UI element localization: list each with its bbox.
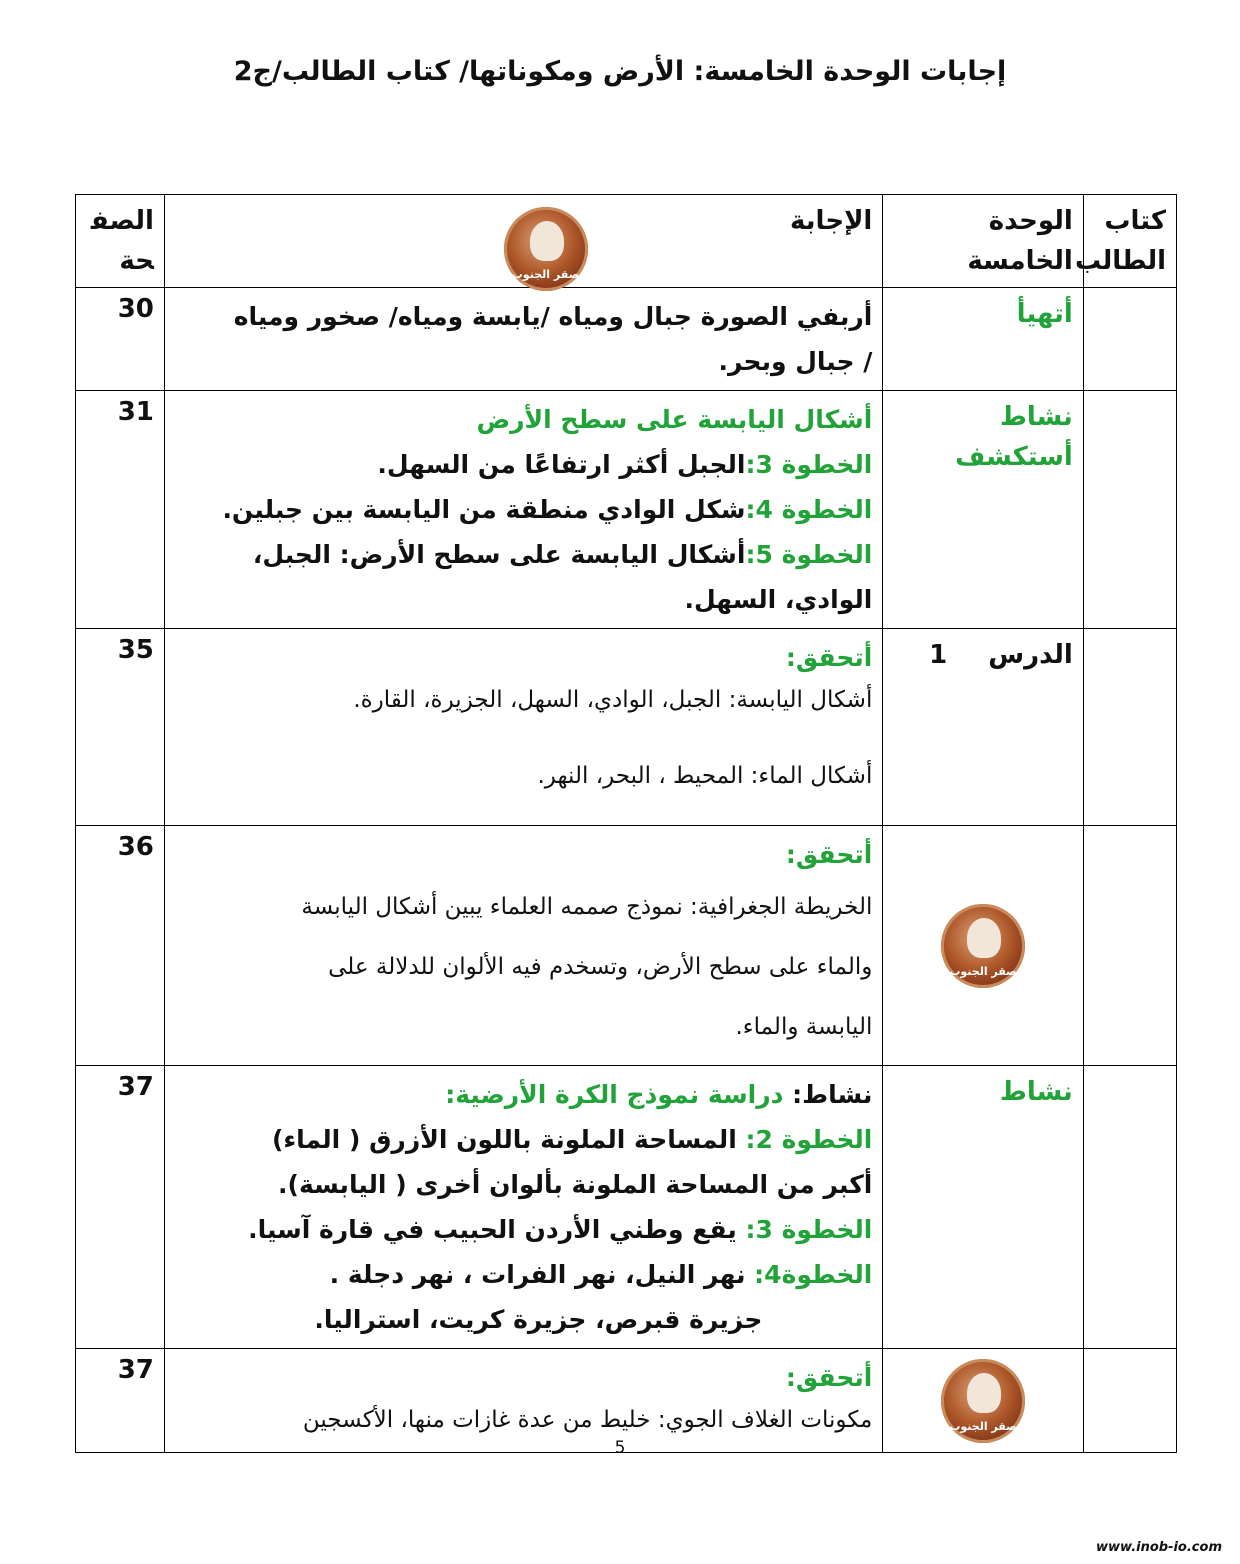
heading-label: نشاط: (792, 1080, 873, 1109)
book-cell (1083, 629, 1176, 826)
header-answer-label: الإجابة (790, 206, 873, 236)
answers-table (75, 194, 1177, 1453)
step-line (175, 442, 872, 487)
table-row (76, 826, 1177, 1066)
step-text: يقع وطني الأردن الحبيب في قارة آسيا. (248, 1215, 746, 1244)
logo-text: صقر الجنوب (949, 1419, 1017, 1433)
page-cell: 36 (76, 826, 165, 1066)
book-cell (1083, 391, 1176, 629)
answer-heading: أتحقق: (785, 1363, 873, 1392)
step-label: الخطوة 3: (745, 1215, 873, 1244)
site-url: www.inob-io.com (1096, 1540, 1222, 1555)
answer-line: الخريطة الجغرافية: نموذج صممه العلماء يبين أشكال اليابسة (301, 894, 873, 920)
logo-header (504, 207, 588, 291)
step-line (175, 1117, 872, 1162)
answer-cell (164, 826, 882, 1066)
logo-image (941, 1359, 1025, 1443)
answer-line: مكونات الغلاف الجوي: خليط من عدة غازات منها، الأكسجين (302, 1407, 873, 1433)
step-text: نهر النيل، نهر الفرات ، نهر دجلة . (329, 1260, 755, 1289)
answer-heading: أشكال اليابسة على سطح الأرض (476, 405, 873, 434)
header-answer (164, 195, 882, 288)
answer-line: / جبال وبحر. (718, 347, 873, 376)
table-row (76, 1349, 1177, 1453)
answer-heading: أتحقق: (785, 840, 873, 869)
table-row (76, 288, 1177, 391)
header-unit: الوحدة الخامسة (883, 195, 1083, 288)
step-line (175, 1207, 872, 1252)
step-continuation: جزيرة قبرص، جزيرة كريت، استراليا. (314, 1305, 763, 1334)
page-cell: 30 (76, 288, 165, 391)
step-label: الخطوة4: (754, 1260, 873, 1289)
step-line (175, 1162, 872, 1207)
unit-cell: نشاط أستكشف (883, 391, 1083, 629)
heading-text: دراسة نموذج الكرة الأرضية: (445, 1080, 793, 1109)
answer-line: والماء على سطح الأرض، وتسخدم فيه الألوان للدلالة على (328, 954, 873, 980)
step-text: الجبل أكثر ارتفاعًا من السهل. (377, 450, 746, 479)
page-cell: 37 (76, 1066, 165, 1349)
step-line (175, 1252, 872, 1297)
step-line (175, 487, 872, 532)
step-label: الخطوة 5: (745, 540, 873, 569)
book-cell (1083, 826, 1176, 1066)
lesson-label: الدرس (988, 640, 1073, 670)
logo-text: صقر الجنوب (511, 267, 580, 281)
unit-cell: نشاط (883, 1066, 1083, 1349)
unit-cell (883, 629, 1083, 826)
page-cell: 31 (76, 391, 165, 629)
unit-cell (883, 826, 1083, 1066)
answer-cell (164, 1066, 882, 1349)
answer-line: أشكال الماء: المحيط ، البحر، النهر. (537, 763, 873, 789)
step-text: أكبر من المساحة الملونة بألوان أخرى ( اليابسة). (278, 1170, 873, 1199)
answer-heading: أتحقق: (785, 643, 873, 672)
page-number: 5 (614, 1438, 626, 1458)
step-label: الخطوة 3: (745, 450, 873, 479)
page-cell: 37 (76, 1349, 165, 1453)
falcon-icon (530, 221, 564, 261)
falcon-icon (967, 1373, 1001, 1413)
answer-cell (164, 1349, 882, 1453)
table-row (76, 1066, 1177, 1349)
logo-text: صقر الجنوب (949, 964, 1017, 978)
falcon-icon (967, 918, 1001, 958)
answer-line: اليابسة والماء. (735, 1014, 873, 1040)
table-row (76, 391, 1177, 629)
step-text: أشكال اليابسة على سطح الأرض: الجبل، (252, 540, 746, 569)
step-line (175, 532, 872, 577)
answer-cell (164, 288, 882, 391)
unit-cell: أتهيأ (883, 288, 1083, 391)
header-page: الصفحة (76, 195, 165, 288)
book-cell (1083, 1349, 1176, 1453)
answer-cell (164, 629, 882, 826)
step-text: المساحة الملونة باللون الأزرق ( الماء) (271, 1125, 746, 1154)
lesson-number: 1 (929, 640, 948, 670)
table-row (76, 629, 1177, 826)
unit-cell (883, 1349, 1083, 1453)
answer-line: أربفي الصورة جبال ومياه /يابسة ومياه/ صخور ومياه (233, 302, 873, 331)
logo-image (941, 904, 1025, 988)
table-header-row (76, 195, 1177, 288)
header-book: كتاب الطالب (1083, 195, 1176, 288)
step-label: الخطوة 4: (745, 495, 873, 524)
step-text: شكل الوادي منطقة من اليابسة بين جبلين. (222, 495, 746, 524)
page-cell: 35 (76, 629, 165, 826)
step-continuation: الوادي، السهل. (684, 585, 873, 614)
answer-cell (164, 391, 882, 629)
answer-line: أشكال اليابسة: الجبل، الوادي، السهل، الجزيرة، القارة. (353, 687, 873, 713)
page-title: إجابات الوحدة الخامسة: الأرض ومكوناتها/ كتاب الطالب/ج2 (233, 56, 1007, 87)
step-label: الخطوة 2: (745, 1125, 873, 1154)
logo-image (504, 207, 588, 291)
book-cell (1083, 288, 1176, 391)
book-cell (1083, 1066, 1176, 1349)
answer-heading (175, 1072, 872, 1117)
